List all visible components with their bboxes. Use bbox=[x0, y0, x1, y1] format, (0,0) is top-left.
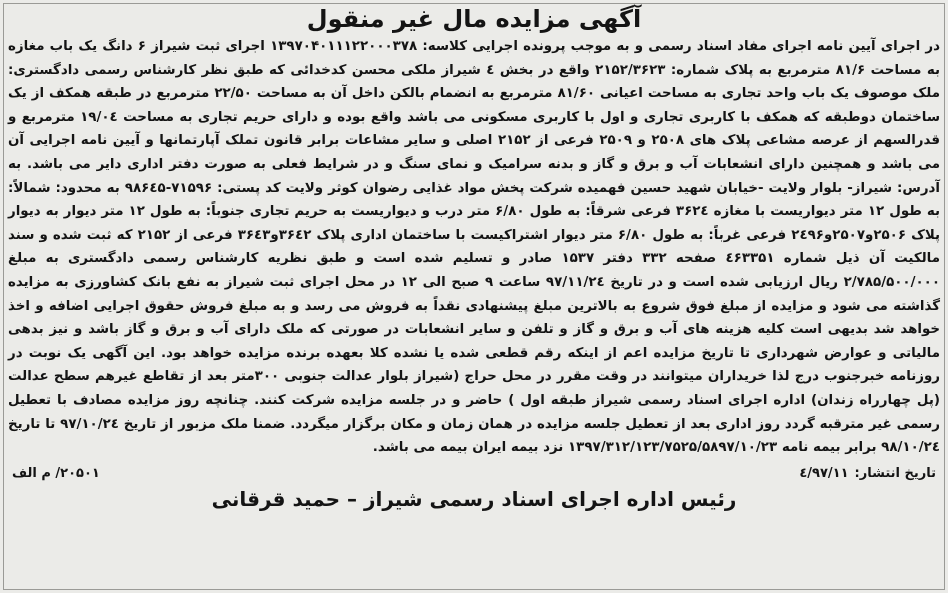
notice-body: در اجرای آیین نامه اجرای مفاد اسناد رسمی و به موجب پرونده اجرایی کلاسه: ۱۳۹۷۰۴۰۱۱۱۲۲۰۰۰۳۷۸ اجرای ثبت شیراز ۶ دانگ یک باب مغازه به مساحت ۸۱/۶ مترمربع به پلاک شماره: ۲۱۵۲/۳۶۲۳ واقع در بخش ٤ شیراز ملکی محسن کدخدائی که طبق نظر کارشناس رسمی دادگستری: ملک موصوف یک باب واحد تجاری به مساحت اعیانی ۸۱/۶۰ مترمربع به انضمام بالکن داخل آن به مساحت ۲۲/۵۰ مترمربع در طبقه همکف از یک ساختمان دوطبقه که همکف با کاربری تجاری و اول با کاربری مسکونی می باشد واقع بوده و دارای حریم تجاری به مساحت ۱۹/۰٤ مترمربع و قدرالسهم از عرصه مشاعی پلاک های ۲۵۰۸ و ۲۵۰۹ فرعی از ۲۱۵۲ اصلی و سایر مشاعات برابر قانون تملک آپارتمانها و آیین نامه اجرایی آن می باشد و همچنین دارای انشعابات آب و برق و گاز و بدنه سرامیک و نمای سنگ و در شرایط فعلی به صورت دفتر اداری دایر می باشد. به آدرس: شیراز- بلوار ولایت -خیابان شهید حسین فهمیده شرکت پخش مواد غذایی رضوان کوثر ولایت کد پستی: ۷۱۵۹۶-۹۸۶٤۵ به محدود: شمالاً: به طول ۱۲ متر دیواریست با مغازه ۳۶۲٤ فرعی شرقاً: به طول ۶/۸۰ متر درب و دیواریست به حریم تجاری جنوباً: به طول ۱۲ متر دیوار به دیوار پلاک ۲۵۰۶و۲۵۰۷و۲٤۹۶ فرعی غرباً: به طول ۶/۸۰ متر دیوار اشتراکیست با ساختمان اداری پلاک ۳۶٤۲و۳۶٤۳ فرعی از ۲۱۵۲ که ثبت شده و سند مالکیت آن ذیل شماره ٤۶۳۳۵۱ صفحه ۳۳۲ دفتر ۱۵۳۷ صادر و تسلیم شده است و طبق نظریه کارشناس رسمی دادگستری به مبلغ ۲/۷۸۵/۵۰۰/۰۰۰ ریال ارزیابی شده است و در تاریخ ۹۷/۱۱/۲٤ ساعت ۹ صبح الی ۱۲ در محل اجرای ثبت شیراز به نفع بانک کشاورزی به مزایده گذاشته می شود و مزایده از مبلغ فوق شروع به بالاترین مبلغ پیشنهادی نقداً به فروش می رسد و به مبلغ فروش حقوق اجرایی اضافه و اخذ خواهد شد بدیهی است کلیه هزینه های آب و برق و گاز و تلفن و سایر انشعابات در صورتی که ملک دارای آب و برق و گاز باشد و نیز بدهی مالیاتی و عوارض شهرداری تا تاریخ مزایده اعم از اینکه رقم قطعی شده یا نشده کلا بعهده برنده مزایده خواهد بود. این آگهی یک نوبت در روزنامه خبرجنوب درج لذا خریداران میتوانند در وقت مقرر در محل حراج (شیراز بلوار عدالت جنوبی ۳۰۰متر بعد از تقاطع غیرهم سطح عدالت (پل چهارراه زندان) اداره اجرای اسناد رسمی شیراز طبقه اول ) حاضر و در جلسه مزایده شرکت کنند. چنانچه روز مزایده مصادف با تعطیل رسمی غیر مترقبه گردد روز اداری بعد از تعطیل جلسه مزایده در همان زمان و مکان برگزار میگردد. ضمنا ملک مزبور از تاریخ ۹۷/۱۰/۲٤ تا تاریخ ۹۸/۱۰/۲٤ برابر بیمه نامه ۱۳۹۷/۳۱۲/۱۲۳/۷۵۲۵/۵۸۹۷/۱۰/۲۳ نزد بیمه ایران بیمه می باشد. bbox=[8, 39, 941, 456]
publish-date-block bbox=[799, 466, 936, 481]
publish-date-label: تاریخ انتشار: bbox=[854, 466, 936, 482]
notice-title: آگهی مزایده مال غیر منقول bbox=[306, 5, 642, 33]
reference-number: ۲۰۵۰۱/ م الف bbox=[12, 466, 100, 482]
notice-signature: رئیس اداره اجرای اسناد رسمی شیراز – حمید قرقانی bbox=[211, 486, 737, 511]
publish-date: ۹۷/۱۱/٤ bbox=[799, 466, 849, 482]
notice-footer bbox=[8, 463, 940, 485]
